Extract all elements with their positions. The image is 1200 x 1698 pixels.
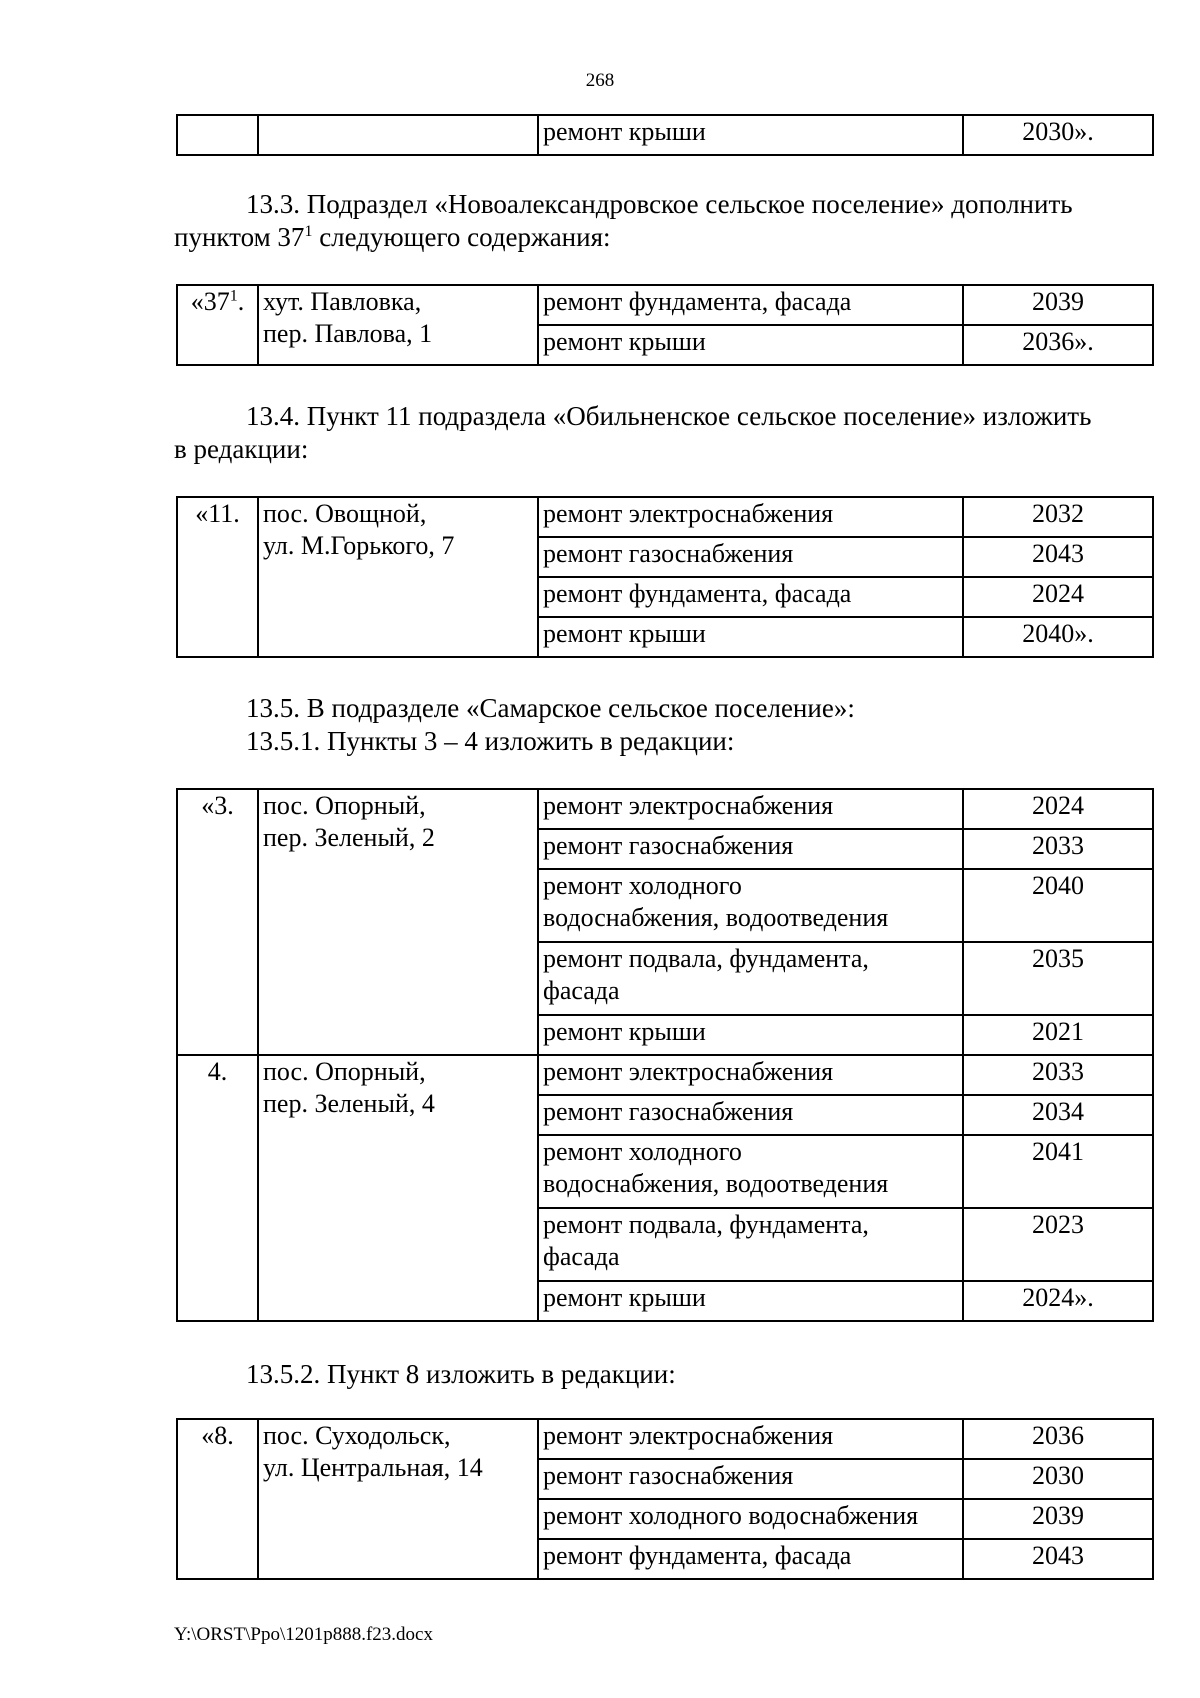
table-row (177, 1055, 1153, 1095)
work-cell: ремонт фундамента, фасада (538, 1539, 963, 1579)
year-cell: 2024 (963, 577, 1153, 617)
paragraph-line: 13.5. В подразделе «Самарское сельское поселение»: (246, 693, 855, 723)
footer-file-path: Y:\ORST\Ppo\1201p888.f23.docx (174, 1624, 433, 1645)
address-cell: пос. Опорный, пер. Зеленый, 2 (258, 789, 538, 1055)
item-number-cell: 4. (177, 1055, 258, 1321)
table-row (177, 285, 1153, 325)
table-row (177, 115, 1153, 155)
paragraph-line: 13.5.2. Пункт 8 изложить в редакции: (246, 1359, 676, 1389)
work-cell: ремонт подвала, фундамента, фасада (538, 1208, 963, 1281)
work-cell: ремонт электроснабжения (538, 497, 963, 537)
work-cell: ремонт электроснабжения (538, 1419, 963, 1459)
table-item-37-1 (176, 284, 1154, 366)
year-cell: 2034 (963, 1095, 1153, 1135)
year-cell: 2039 (963, 1499, 1153, 1539)
year-cell: 2040 (963, 869, 1153, 942)
year-cell: 2041 (963, 1135, 1153, 1208)
work-cell: ремонт газоснабжения (538, 1459, 963, 1499)
year-cell: 2021 (963, 1015, 1153, 1055)
table-item-8 (176, 1418, 1154, 1580)
address-cell: пос. Опорный, пер. Зеленый, 4 (258, 1055, 538, 1321)
work-cell: ремонт подвала, фундамента, фасада (538, 942, 963, 1015)
paragraph-line: в редакции: (174, 434, 309, 464)
work-cell: ремонт электроснабжения (538, 789, 963, 829)
item-number-cell: «$37^1$. (177, 285, 258, 365)
year-cell: 2030 (963, 1459, 1153, 1499)
year-cell: 2043 (963, 1539, 1153, 1579)
work-cell: ремонт электроснабжения (538, 1055, 963, 1095)
address-cell: хут. Павловка, пер. Павлова, 1 (258, 285, 538, 365)
work-cell: ремонт фундамента, фасада (538, 577, 963, 617)
paragraph-13-4 (174, 400, 1151, 466)
year-cell: 2043 (963, 537, 1153, 577)
year-cell: 2024». (963, 1281, 1153, 1321)
paragraph-line: 13.5.1. Пункты 3 – 4 изложить в редакции: (246, 726, 735, 756)
year-cell: 2030». (963, 115, 1153, 155)
work-cell: ремонт фундамента, фасада (538, 285, 963, 325)
item-number-cell (177, 115, 258, 155)
table-row (177, 1419, 1153, 1459)
year-cell: 2032 (963, 497, 1153, 537)
work-cell: ремонт крыши (538, 617, 963, 657)
work-cell: ремонт крыши (538, 1015, 963, 1055)
item-number-cell: «8. (177, 1419, 258, 1579)
year-cell: 2036 (963, 1419, 1153, 1459)
table-continuation (176, 114, 1154, 156)
work-cell: ремонт холодного водоснабжения, водоотведения (538, 869, 963, 942)
work-cell: ремонт крыши (538, 1281, 963, 1321)
table-item-11 (176, 496, 1154, 658)
year-cell: 2035 (963, 942, 1153, 1015)
year-cell: 2036». (963, 325, 1153, 365)
table-row (177, 497, 1153, 537)
work-cell: ремонт газоснабжения (538, 829, 963, 869)
paragraph-13-5 (174, 692, 855, 758)
work-cell: ремонт крыши (538, 115, 963, 155)
address-cell (258, 115, 538, 155)
year-cell: 2039 (963, 285, 1153, 325)
address-cell: пос. Суходольск, ул. Центральная, 14 (258, 1419, 538, 1579)
year-cell: 2023 (963, 1208, 1153, 1281)
item-number-cell: «11. (177, 497, 258, 657)
year-cell: 2024 (963, 789, 1153, 829)
address-cell: пос. Овощной, ул. М.Горького, 7 (258, 497, 538, 657)
year-cell: 2040». (963, 617, 1153, 657)
table-items-3-4 (176, 788, 1154, 1322)
year-cell: 2033 (963, 829, 1153, 869)
table-row (177, 789, 1153, 829)
work-cell: ремонт холодного водоснабжения (538, 1499, 963, 1539)
item-number-cell: «3. (177, 789, 258, 1055)
work-cell: ремонт крыши (538, 325, 963, 365)
paragraph-13-5-2 (174, 1358, 676, 1391)
paragraph-13-3 (174, 188, 1151, 254)
paragraph-line: пунктом $37^1$ следующего содержания: (174, 222, 611, 252)
work-cell: ремонт газоснабжения (538, 537, 963, 577)
year-cell: 2033 (963, 1055, 1153, 1095)
work-cell: ремонт газоснабжения (538, 1095, 963, 1135)
paragraph-line: 13.3. Подраздел «Новоалександровское сельское поселение» дополнить (246, 189, 1073, 219)
paragraph-line: 13.4. Пункт 11 подраздела «Обильненское сельское поселение» изложить (246, 401, 1092, 431)
work-cell: ремонт холодного водоснабжения, водоотведения (538, 1135, 963, 1208)
page-number: 268 (585, 70, 615, 91)
